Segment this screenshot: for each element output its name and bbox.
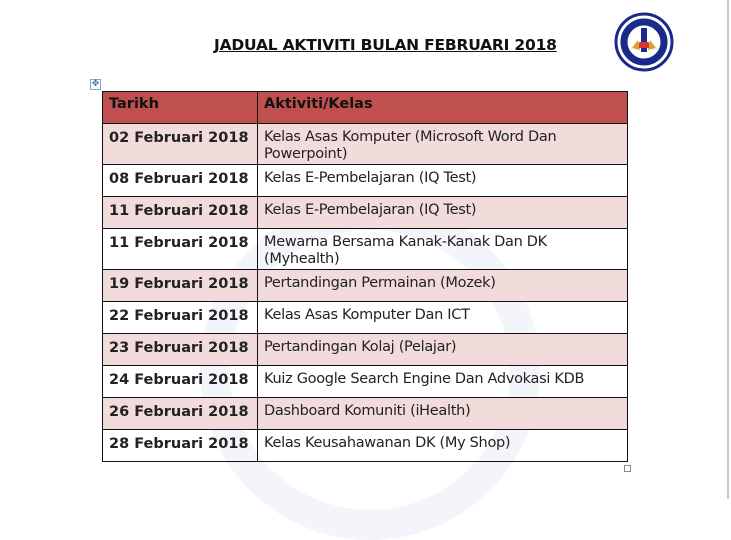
activity-cell: Kelas E-Pembelajaran (IQ Test) [258, 165, 628, 197]
header-activity: Aktiviti/Kelas [258, 92, 628, 124]
activity-table [102, 91, 628, 462]
activity-cell: Mewarna Bersama Kanak-Kanak Dan DK (Myhealth) [258, 229, 628, 270]
table-row [103, 302, 628, 334]
activity-cell: Kelas E-Pembelajaran (IQ Test) [258, 197, 628, 229]
table-row [103, 334, 628, 366]
date-cell: 28 Februari 2018 [103, 430, 258, 462]
page-title: JADUAL AKTIVITI BULAN FEBRUARI 2018 [214, 36, 557, 54]
activity-cell: Kelas Asas Komputer Dan ICT [258, 302, 628, 334]
table-row [103, 197, 628, 229]
date-cell: 08 Februari 2018 [103, 165, 258, 197]
date-cell: 19 Februari 2018 [103, 270, 258, 302]
table-row [103, 229, 628, 270]
table-resize-handle[interactable] [624, 465, 631, 472]
date-cell: 24 Februari 2018 [103, 366, 258, 398]
page-edge [727, 0, 729, 499]
date-cell: 02 Februari 2018 [103, 124, 258, 165]
date-cell: 26 Februari 2018 [103, 398, 258, 430]
activity-cell: Kelas Keusahawanan DK (My Shop) [258, 430, 628, 462]
activity-cell: Pertandingan Kolaj (Pelajar) [258, 334, 628, 366]
activity-cell: Dashboard Komuniti (iHealth) [258, 398, 628, 430]
table-row [103, 270, 628, 302]
logo-icon [614, 12, 674, 72]
date-cell: 11 Februari 2018 [103, 229, 258, 270]
activity-cell: Pertandingan Permainan (Mozek) [258, 270, 628, 302]
activity-cell: Kelas Asas Komputer (Microsoft Word Dan Powerpoint) [258, 124, 628, 165]
table-row [103, 430, 628, 462]
table-row [103, 398, 628, 430]
date-cell: 22 Februari 2018 [103, 302, 258, 334]
activity-cell: Kuiz Google Search Engine Dan Advokasi KDB [258, 366, 628, 398]
date-cell: 11 Februari 2018 [103, 197, 258, 229]
table-row [103, 366, 628, 398]
header-date: Tarikh [103, 92, 258, 124]
table-move-handle[interactable]: ✥ [91, 79, 100, 89]
date-cell: 23 Februari 2018 [103, 334, 258, 366]
table-row [103, 124, 628, 165]
table-row [103, 165, 628, 197]
